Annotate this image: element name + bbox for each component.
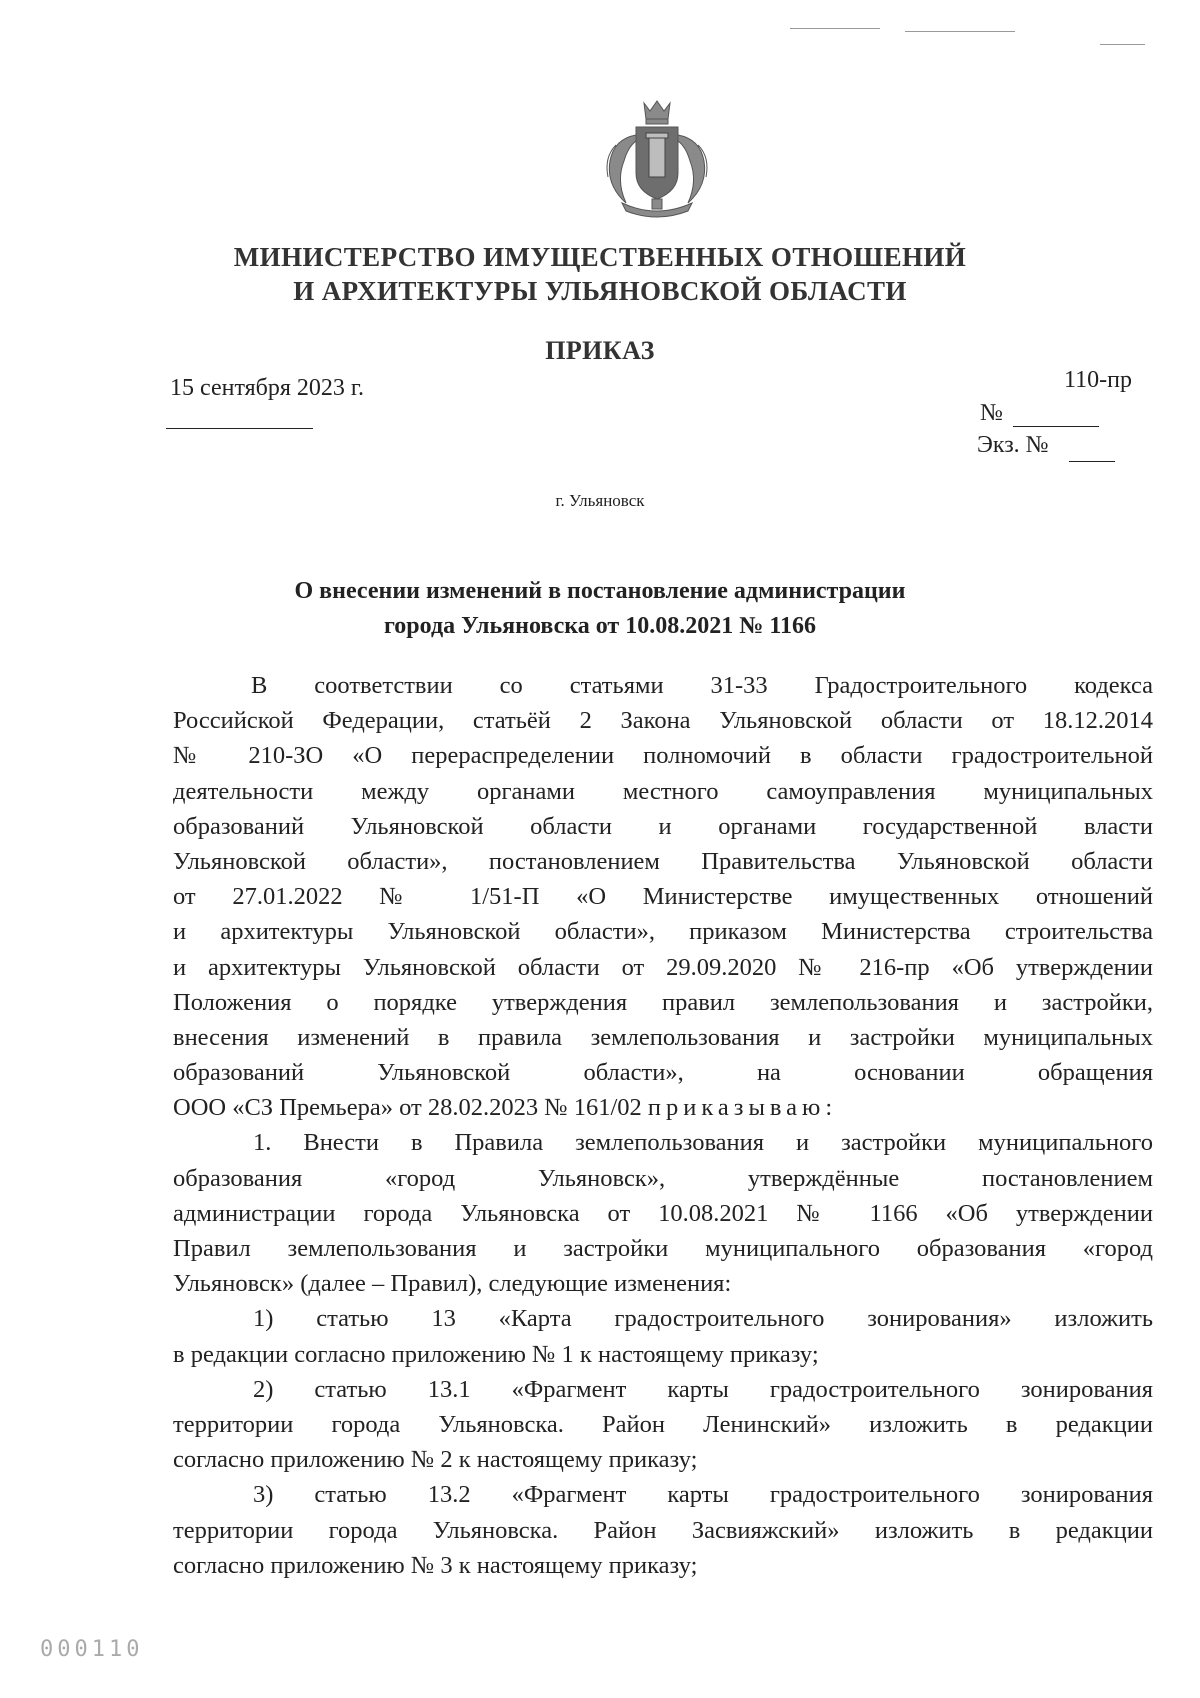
body-line: Ульяновской области», постановлением Правительства Ульяновской области (173, 847, 1153, 875)
subitem-1-line: в редакции согласно приложению № 1 к настоящему приказу; (173, 1340, 819, 1368)
document-body (173, 668, 1153, 1583)
date-underline (166, 428, 313, 429)
body-line: и архитектуры Ульяновской области», приказом Министерства строительства (173, 918, 1153, 946)
subitem-3-line: согласно приложению № 3 к настоящему приказу; (173, 1551, 698, 1579)
body-line: от 27.01.2022 № 1/51-П «О Министерстве имущественных отношений (173, 883, 1153, 911)
body-line: деятельности между органами местного самоуправления муниципальных (173, 777, 1153, 805)
archive-page-number: 000110 (40, 1637, 144, 1662)
copy-number-blank-line (1069, 461, 1115, 462)
subitem-2-line: территории города Ульяновска. Район Ленинский» изложить в редакции (173, 1410, 1153, 1438)
ulyanovsk-coat-of-arms-icon (592, 95, 722, 225)
body-line: В соответствии со статьями 31-33 Градостроительного кодекса (251, 672, 1153, 699)
scan-artifact-line (905, 31, 1015, 32)
document-subject-line-2: города Ульяновска от 10.08.2021 № 1166 (383, 613, 816, 639)
body-line: образований Ульяновской области и органами государственной власти (173, 812, 1153, 840)
item-1-line: образования «город Ульяновск», утверждённые постановлением (173, 1164, 1153, 1192)
item-1-line: 1. Внести в Правила землепользования и застройки муниципального (253, 1129, 1153, 1157)
document-number: 110-пр (1064, 367, 1132, 393)
item-1-line: администрации города Ульяновска от 10.08.2021 № 1166 «Об утверждении (173, 1199, 1153, 1227)
document-city: г. Ульяновск (555, 491, 645, 510)
ministry-name-line-2: И АРХИТЕКТУРЫ УЛЬЯНОВСКОЙ ОБЛАСТИ (293, 276, 907, 306)
document-date: 15 сентября 2023 г. (170, 375, 365, 401)
item-1-line: Ульяновск» (далее – Правил), следующие изменения: (173, 1270, 732, 1298)
body-line: Российской Федерации, статьёй 2 Закона Ульяновской области от 18.12.2014 (173, 707, 1153, 735)
scan-artifact-line (1100, 44, 1145, 45)
document-type: ПРИКАЗ (545, 336, 655, 365)
body-line (173, 1090, 1153, 1125)
body-line: № 210-ЗО «О перераспределении полномочий в области градостроительной (173, 742, 1153, 770)
body-line: внесения изменений в правила землепользования и застройки муниципальных (173, 1023, 1153, 1051)
subitem-2-line: 2) статью 13.1 «Фрагмент карты градостроительного зонирования (253, 1375, 1153, 1403)
body-line: образований Ульяновской области», на основании обращения (173, 1059, 1153, 1087)
item-1-line: Правил землепользования и застройки муниципального образования «город (173, 1235, 1153, 1262)
subitem-3-line: территории города Ульяновска. Район Засвияжский» изложить в редакции (173, 1516, 1153, 1544)
subitem-1-line: 1) статью 13 «Карта градостроительного зонирования» изложить (253, 1305, 1153, 1333)
body-line: Положения о порядке утверждения правил землепользования и застройки, (173, 988, 1153, 1016)
number-blank-line (1013, 426, 1099, 427)
ministry-name-line-1: МИНИСТЕРСТВО ИМУЩЕСТВЕННЫХ ОТНОШЕНИЙ (233, 242, 967, 272)
scan-artifact-line (790, 28, 880, 29)
body-line: и архитектуры Ульяновской области от 29.09.2020 № 216-пр «Об утверждении (173, 953, 1153, 981)
subitem-3-line: 3) статью 13.2 «Фрагмент карты градостроительного зонирования (253, 1481, 1153, 1509)
subitem-2-line: согласно приложению № 2 к настоящему приказу; (173, 1446, 698, 1474)
preamble-closing: ООО «СЗ Премьера» от 28.02.2023 № 161/02 (173, 1094, 642, 1122)
document-subject-line-1: О внесении изменений в постановление администрации (294, 578, 906, 604)
order-verb: приказываю: (647, 1094, 838, 1122)
copy-number-label: Экз. № (977, 432, 1049, 458)
number-label: № (980, 400, 1003, 426)
